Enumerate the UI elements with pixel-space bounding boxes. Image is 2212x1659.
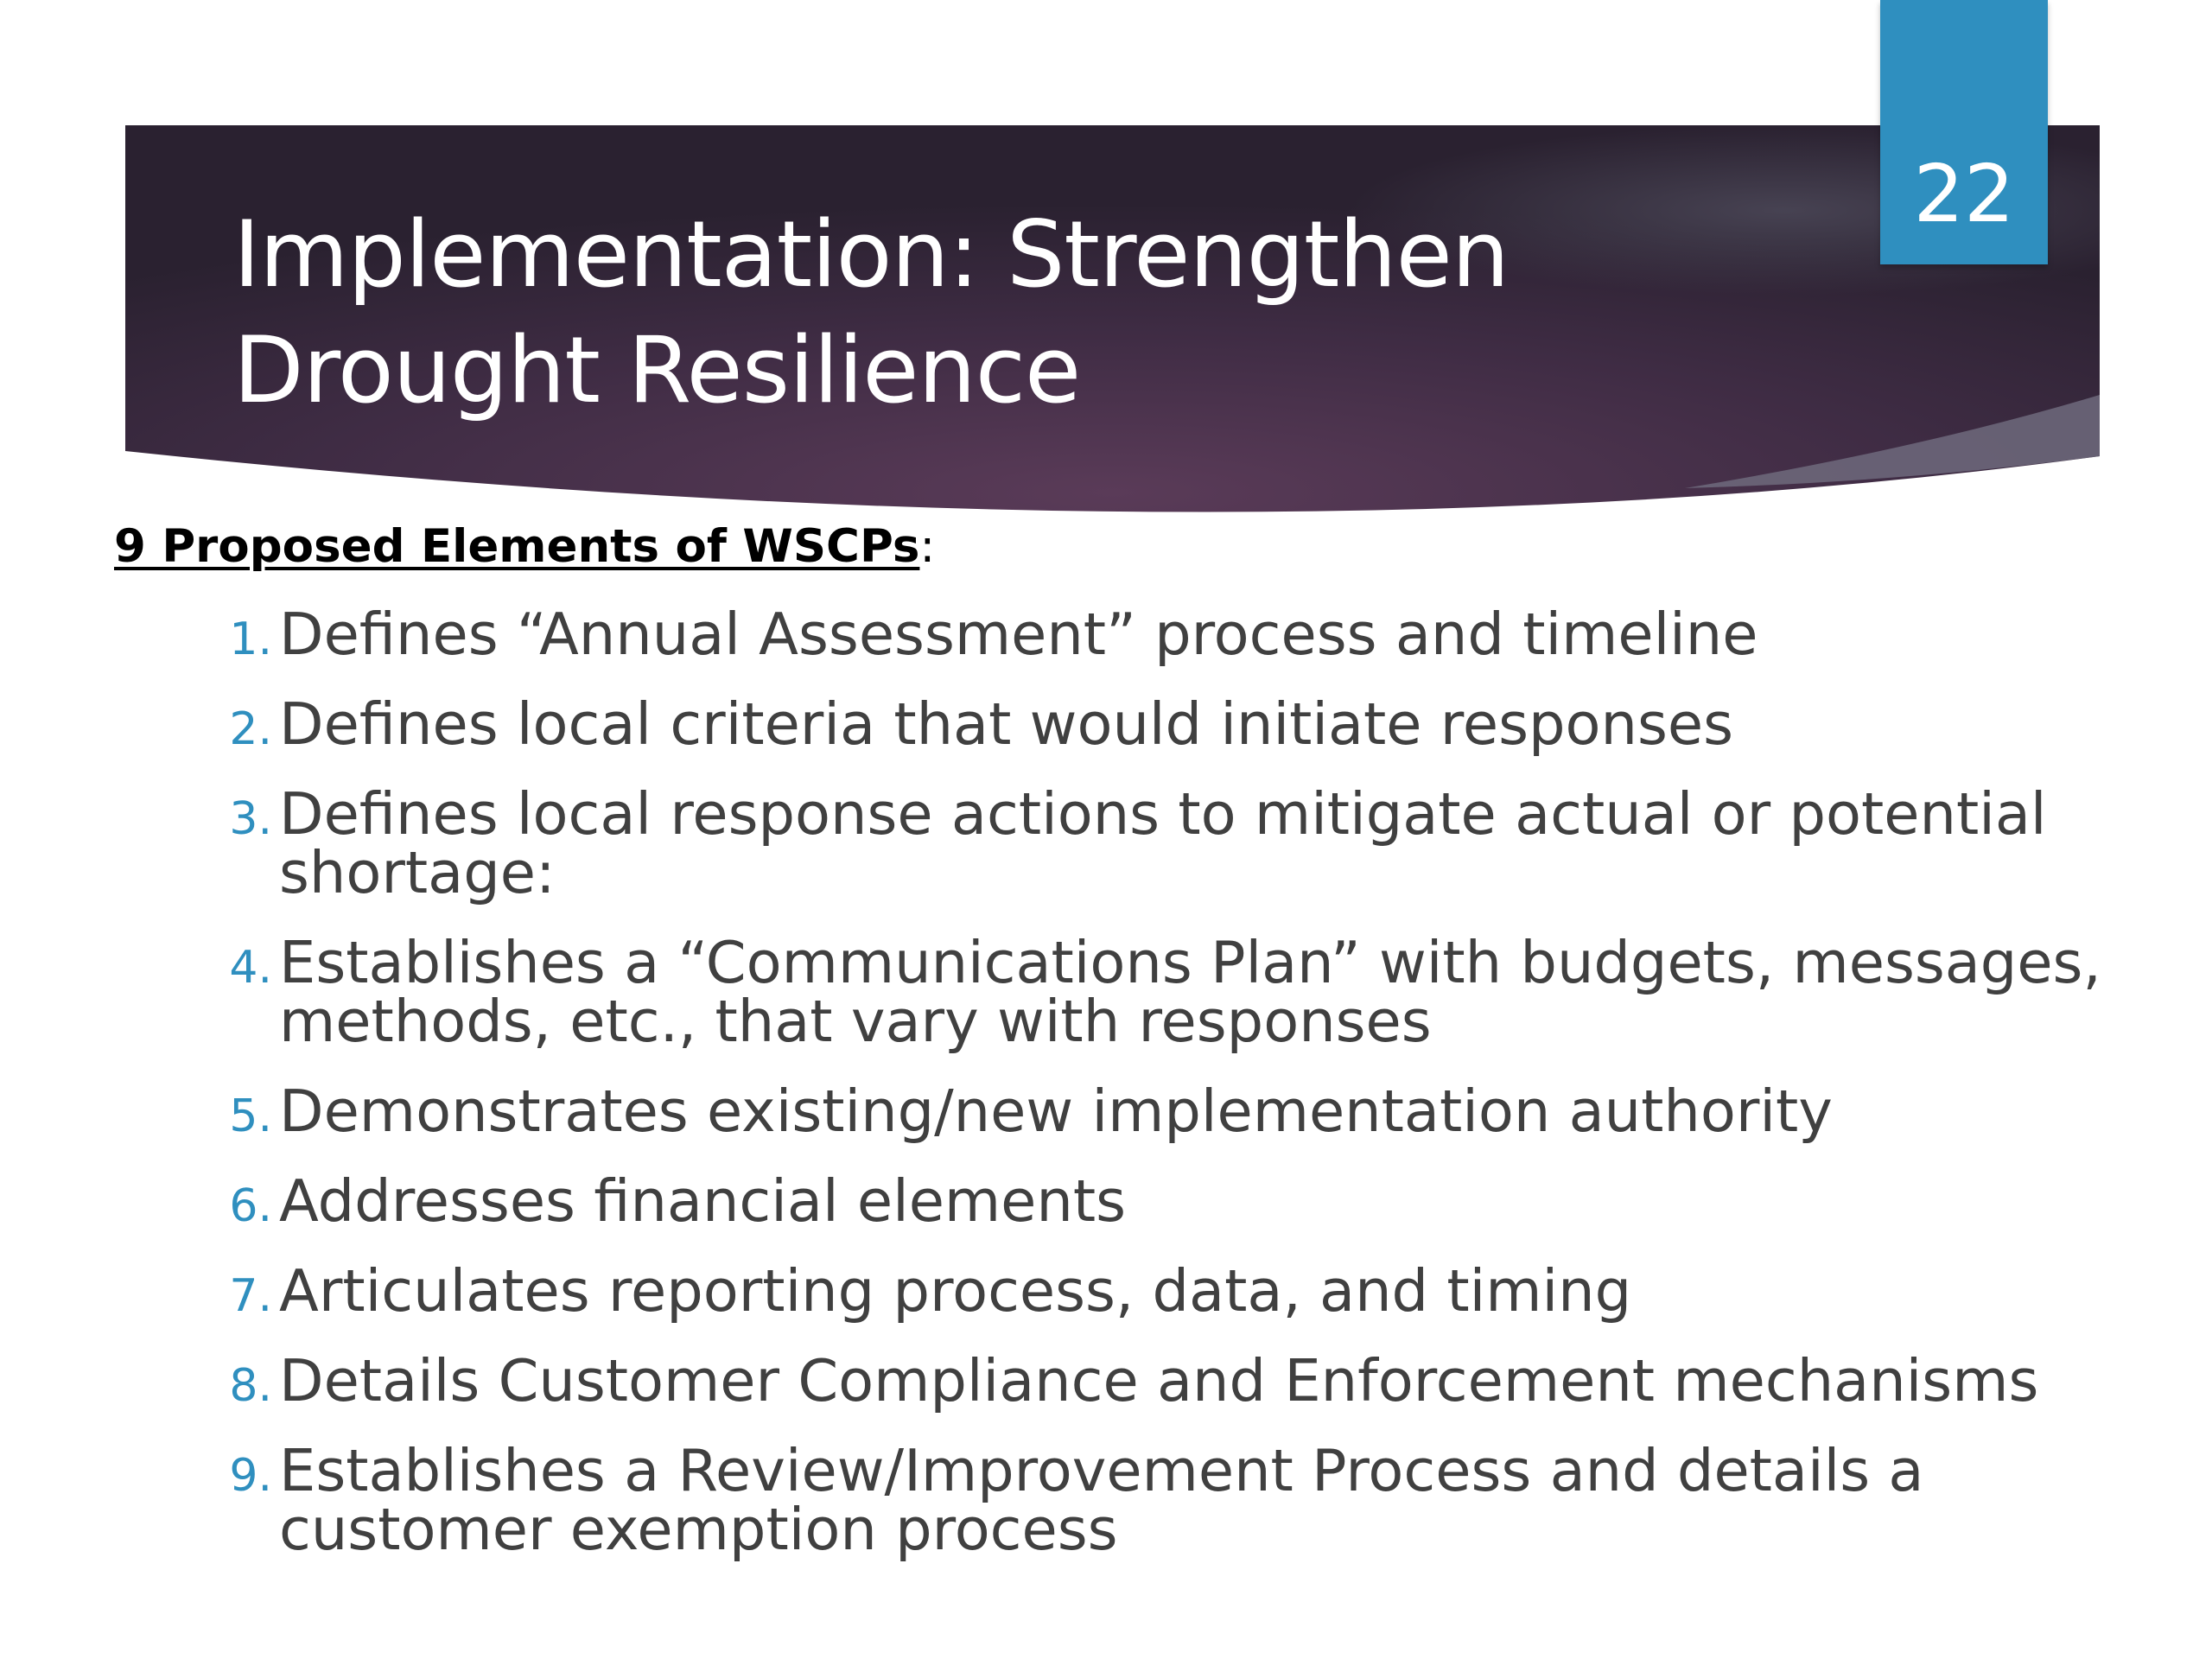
list-item-number: 8. (229, 1360, 272, 1412)
slide-title-line2: Drought Resilience (233, 317, 1081, 423)
list-item-text: Establishes a “Communications Plan” with budgets, messages, methods, etc., that vary with responses (279, 929, 2101, 1055)
page-number: 22 (1913, 148, 2015, 240)
list-item-number: 5. (229, 1090, 272, 1142)
list-item-text: Details Customer Compliance and Enforcement mechanisms (279, 1347, 2039, 1414)
list-item-number: 1. (229, 613, 272, 665)
list-item-number: 2. (229, 703, 272, 755)
list-item-number: 9. (229, 1450, 272, 1502)
page-number-badge (1880, 0, 2048, 264)
list-item (220, 690, 2199, 758)
list-item-text: Addresses financial elements (279, 1167, 1127, 1235)
subheading-text: 9 Proposed Elements of WSCPs (114, 520, 920, 573)
list-item-text: Demonstrates existing/new implementation authority (279, 1077, 1833, 1145)
list-item (220, 780, 2199, 906)
list-item (220, 1257, 2199, 1325)
list-item-text: Establishes a Review/Improvement Process and details a customer exemption process (279, 1437, 1924, 1563)
list-item (220, 1077, 2199, 1145)
slide-title-line1: Implementation: Strengthen (233, 201, 1510, 308)
list-item-number: 4. (229, 942, 272, 994)
slide-title (233, 197, 1875, 429)
list-item (220, 929, 2199, 1055)
list-item-number: 7. (229, 1270, 272, 1322)
list-item-text: Articulates reporting process, data, and timing (279, 1257, 1632, 1325)
subheading-colon: : (919, 520, 936, 573)
list-item-text: Defines local criteria that would initiate responses (279, 690, 1734, 758)
list-item-text: Defines “Annual Assessment” process and timeline (279, 601, 1758, 668)
list-item-text: Defines local response actions to mitigate actual or potential shortage: (279, 780, 2047, 906)
list-item-number: 3. (229, 793, 272, 845)
list-item (220, 601, 2199, 668)
list-item (220, 1347, 2199, 1414)
subheading (114, 517, 935, 577)
list-item-number: 6. (229, 1180, 272, 1232)
list-item (220, 1167, 2199, 1235)
list-item (220, 1437, 2199, 1563)
